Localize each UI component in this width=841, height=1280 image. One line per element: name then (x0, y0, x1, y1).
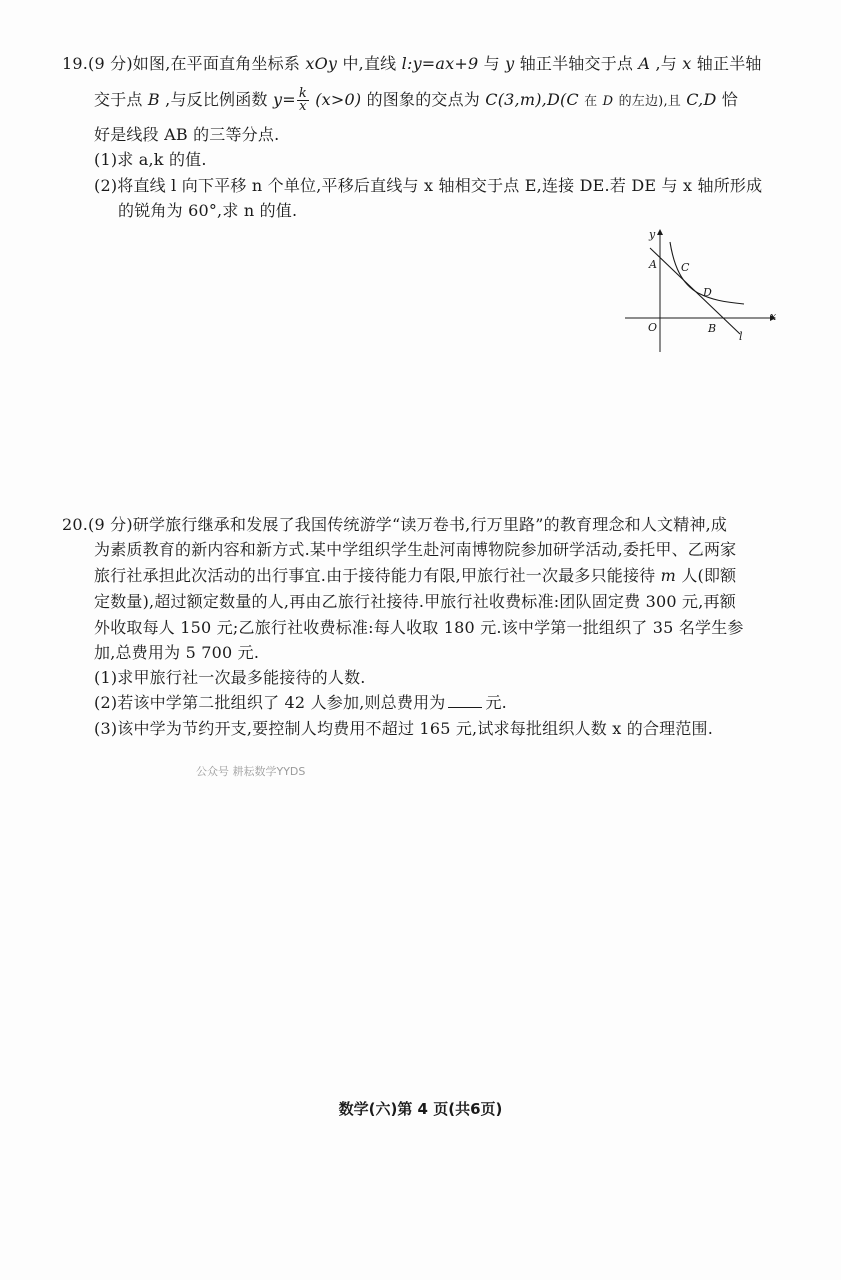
watermark: 公众号 耕耘数学YYDS (196, 765, 306, 778)
label-O: O (648, 321, 658, 334)
q20-line-2 (94, 539, 736, 561)
q19-text: 的左边),且 (618, 94, 681, 109)
q19-text: 19.(9 分)如图,在平面直角坐标系 (62, 54, 301, 73)
q19-math: C(3,m),D(C (485, 90, 579, 109)
q19-part-2-cont (118, 200, 297, 222)
coordinate-figure (620, 222, 780, 357)
q19-text: 的锐角为 60°,求 n 的值. (118, 201, 298, 220)
q20-text: (2)若该中学第二批组织了 42 人参加,则总费用为 (94, 693, 446, 712)
q20-line-3 (94, 565, 736, 587)
page-footer: 数学(六)第 4 页(共6页) (338, 1100, 503, 1118)
q19-math: l:y=ax+9 (401, 54, 479, 73)
q19-text: (2)将直线 l 向下平移 n 个单位,平移后直线与 x 轴相交于点 E,连接 DE.若 DE 与 x 轴所形成 (94, 176, 763, 195)
q20-text: (1)求甲旅行社一次最多能接待的人数. (94, 668, 366, 687)
q20-text: (3)该中学为节约开支,要控制人均费用不超过 165 元,试求每批组织人数 x 的合理范围. (94, 719, 714, 738)
q19-text: 交于点 (94, 90, 143, 109)
q19-text: ,与反比例函数 (165, 90, 268, 109)
q19-math: xOy (305, 54, 338, 73)
fraction-k-over-x (297, 88, 309, 113)
q19-math: y= (272, 90, 296, 109)
q19-line-3 (94, 124, 279, 146)
q19-text: 的图象的交点为 (366, 90, 480, 109)
answer-blank[interactable] (448, 693, 482, 708)
q19-text: 好是线段 AB 的三等分点. (94, 125, 280, 144)
q20-text: 元. (485, 693, 507, 712)
fraction-denominator: x (299, 99, 307, 114)
q19-text: 与 (483, 54, 500, 73)
fraction-numerator: k (298, 86, 307, 101)
q20-line-5 (94, 617, 744, 639)
label-B: B (708, 322, 717, 335)
q20-text: 定数量),超过额定数量的人,再由乙旅行社接待.甲旅行社收费标准:团队固定费 300 元,再额 (94, 592, 736, 611)
q19-part-1 (94, 149, 207, 171)
label-D: D (703, 286, 712, 299)
q19-math: D (602, 94, 614, 109)
q20-part-3 (94, 718, 713, 740)
q19-line-2 (94, 85, 738, 117)
q19-text: ,与 (655, 54, 677, 73)
q19-text: 轴正半轴交于点 (519, 54, 634, 73)
q19-math: (x>0) (315, 90, 362, 109)
q20-part-1 (94, 667, 366, 689)
q19-math: C,D (686, 90, 717, 109)
q19-line-1 (62, 53, 762, 75)
q20-text: 人(即额 (681, 566, 737, 585)
q20-part-2 (94, 692, 507, 714)
label-x: x (770, 310, 777, 323)
q20-text: 为素质教育的新内容和新方式.某中学组织学生赴河南博物院参加研学活动,委托甲、乙两家 (94, 540, 737, 559)
q19-math: B (147, 90, 160, 109)
line-l (650, 248, 740, 334)
q20-line-1 (62, 514, 727, 536)
q19-text: 恰 (721, 90, 738, 109)
q20-text: 旅行社承担此次活动的出行事宜.由于接待能力有限,甲旅行社一次最多只能接待 (94, 566, 656, 585)
q19-math: x (682, 54, 692, 73)
q19-text: 中,直线 (342, 54, 397, 73)
q19-math: A (638, 54, 651, 73)
q19-text: (1)求 a,k 的值. (94, 150, 207, 169)
q19-math: y (505, 54, 515, 73)
q20-text: 加,总费用为 5 700 元. (94, 643, 260, 662)
q20-text: 20.(9 分)研学旅行继承和发展了我国传统游学“读万卷书,行万里路”的教育理念和人文精神,成 (62, 515, 728, 534)
q19-text: 轴正半轴 (696, 54, 762, 73)
label-A: A (649, 258, 657, 271)
q20-text: 外收取每人 150 元;乙旅行社收费标准:每人收取 180 元.该中学第一批组织了 35 名学生参 (94, 618, 744, 637)
label-C: C (681, 261, 690, 274)
q20-math: m (660, 566, 677, 585)
q19-text: 在 (584, 94, 598, 109)
q19-part-2 (94, 175, 762, 197)
label-y: y (649, 228, 656, 241)
q20-line-6 (94, 642, 259, 664)
q20-line-4 (94, 591, 736, 613)
label-l: l (739, 330, 743, 343)
